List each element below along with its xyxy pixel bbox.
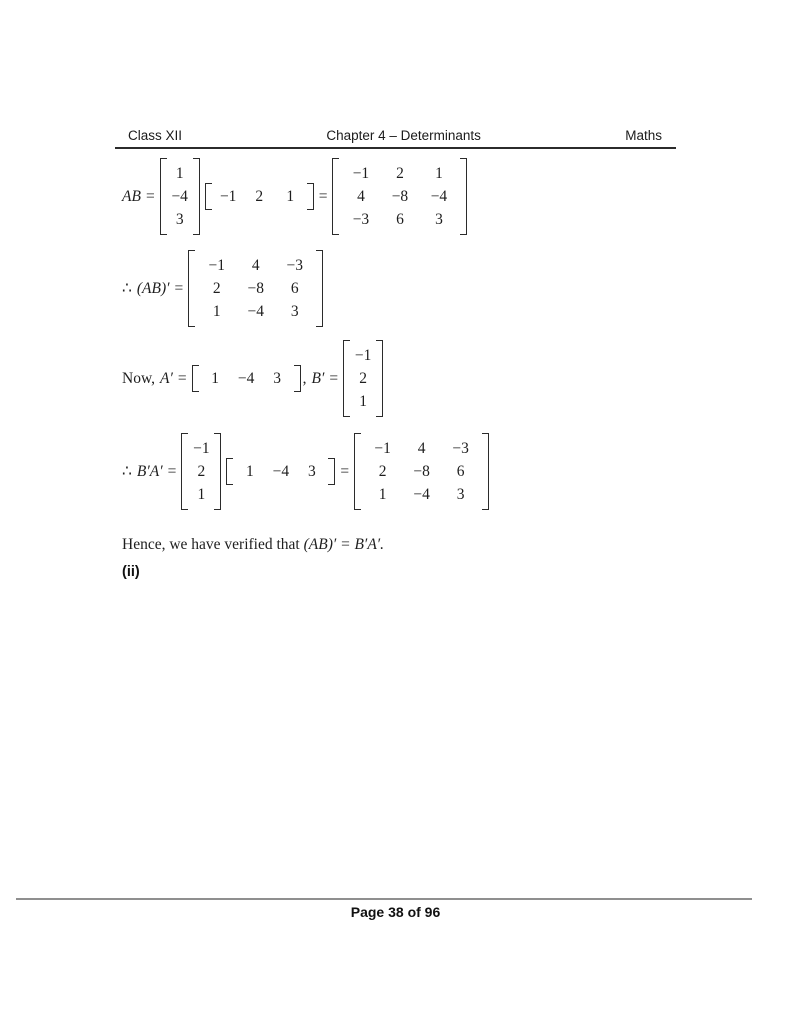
- matrix-cell: 1: [286, 188, 295, 205]
- equals-sign: =: [167, 462, 177, 480]
- matrix-cell: −1: [354, 347, 372, 364]
- page-header: [115, 128, 676, 149]
- matrix-cell: −3: [286, 257, 304, 274]
- matrix-cell: 2: [359, 370, 367, 387]
- matrix-cell: 3: [290, 303, 299, 320]
- header-chapter-label: Chapter 4 – Determinants: [326, 128, 481, 143]
- footer-rule: [16, 898, 752, 900]
- matrix-row: [190, 483, 212, 506]
- header-class-label: Class XII: [128, 128, 183, 143]
- matrix-cell: −4: [272, 463, 290, 480]
- matrix-cell: 6: [396, 211, 404, 228]
- equals-sign: =: [340, 462, 350, 480]
- matrix-row: [169, 208, 191, 231]
- matrix-cell: 2: [197, 463, 206, 480]
- conclusion-text: Hence, we have verified that: [122, 536, 304, 553]
- a-transpose-matrix: [226, 458, 335, 485]
- matrix-cell: 2: [396, 165, 404, 182]
- conclusion-math: (AB)′ = B′A′.: [303, 536, 385, 553]
- matrix-cell: 2: [378, 463, 387, 480]
- matrix-row: [197, 277, 314, 300]
- matrix-row: [341, 185, 458, 208]
- matrix-row: [197, 300, 314, 323]
- matrix-cell: −8: [247, 280, 265, 297]
- a-transpose-variable: A′: [160, 369, 173, 387]
- matrix-cell: −4: [413, 486, 430, 503]
- matrix-cell: 1: [435, 165, 443, 182]
- matrix-cell: 1: [212, 303, 221, 320]
- matrix-cell: −1: [374, 440, 391, 457]
- matrix-cell: −3: [452, 440, 469, 457]
- header-subject-label: Maths: [625, 128, 662, 143]
- matrix-cell: 6: [290, 280, 299, 297]
- ab-variable: AB: [122, 187, 141, 205]
- equals-sign: =: [329, 369, 339, 387]
- matrix-cell: 2: [255, 188, 264, 205]
- column-vector-matrix: [160, 158, 200, 235]
- ba-product-matrix: [354, 433, 489, 510]
- matrix-row: [352, 344, 374, 367]
- matrix-cell: −1: [352, 165, 370, 182]
- matrix-cell: −8: [391, 188, 409, 205]
- ab-transpose-variable: (AB)′: [136, 279, 170, 297]
- matrix-row: [169, 162, 191, 185]
- matrix-row: [341, 162, 458, 185]
- matrix-cell: −4: [171, 188, 188, 205]
- matrix-row: [213, 185, 306, 208]
- matrix-cell: 6: [456, 463, 465, 480]
- equals-sign: =: [177, 369, 187, 387]
- equals-sign: =: [174, 279, 184, 297]
- matrix-cell: 4: [251, 257, 260, 274]
- matrix-row: [200, 367, 293, 390]
- matrix-cell: 3: [307, 463, 316, 480]
- matrix-cell: −4: [237, 370, 255, 387]
- row-vector-matrix: [205, 183, 314, 210]
- equation-ba-transpose-product: [122, 433, 682, 510]
- conclusion-line: [122, 536, 682, 554]
- matrix-cell: −4: [247, 303, 265, 320]
- matrix-cell: 3: [175, 211, 184, 228]
- matrix-cell: 3: [456, 486, 465, 503]
- matrix-cell: 1: [197, 486, 206, 503]
- matrix-row: [197, 254, 314, 277]
- matrix-cell: 3: [435, 211, 443, 228]
- matrix-cell: 1: [359, 393, 367, 410]
- part-ii-label: (ii): [122, 564, 140, 580]
- equals-sign: =: [145, 187, 155, 205]
- matrix-cell: 3: [273, 370, 281, 387]
- matrix-row: [363, 460, 480, 483]
- now-text: Now,: [122, 369, 156, 387]
- matrix-cell: −8: [413, 463, 430, 480]
- transpose-result-matrix: [188, 250, 323, 327]
- matrix-row: [341, 208, 458, 231]
- product-matrix: [332, 158, 467, 235]
- comma-separator: ,: [302, 369, 307, 387]
- matrix-cell: −4: [430, 188, 448, 205]
- matrix-cell: −3: [352, 211, 370, 228]
- matrix-row: [190, 437, 212, 460]
- solution-content: [122, 152, 682, 580]
- b-transpose-matrix: [343, 340, 383, 417]
- matrix-cell: −1: [219, 188, 237, 205]
- equation-ab-transpose: [122, 250, 682, 327]
- ba-transpose-variable: B′A′: [136, 462, 163, 480]
- matrix-row: [352, 367, 374, 390]
- matrix-cell: −1: [208, 257, 226, 274]
- matrix-cell: 4: [357, 188, 365, 205]
- matrix-row: [363, 483, 480, 506]
- b-transpose-variable: B′: [311, 369, 325, 387]
- footer-page-number: Page 38 of 96: [350, 904, 441, 920]
- therefore-symbol: ∴: [122, 280, 132, 297]
- matrix-cell: 4: [417, 440, 426, 457]
- a-transpose-matrix: [192, 365, 301, 392]
- matrix-cell: 1: [378, 486, 387, 503]
- matrix-row: [169, 185, 191, 208]
- therefore-symbol: ∴: [122, 463, 132, 480]
- equals-sign: =: [318, 187, 328, 205]
- b-transpose-matrix: [181, 433, 221, 510]
- matrix-row: [352, 390, 374, 413]
- equation-ab-product: [122, 158, 682, 235]
- matrix-cell: 2: [212, 280, 221, 297]
- matrix-cell: 1: [211, 370, 219, 387]
- matrix-row: [190, 460, 212, 483]
- matrix-row: [234, 460, 327, 483]
- equation-a-b-transposes: [122, 340, 682, 417]
- matrix-cell: 1: [245, 463, 254, 480]
- matrix-cell: −1: [193, 440, 210, 457]
- matrix-row: [363, 437, 480, 460]
- matrix-cell: 1: [175, 165, 184, 182]
